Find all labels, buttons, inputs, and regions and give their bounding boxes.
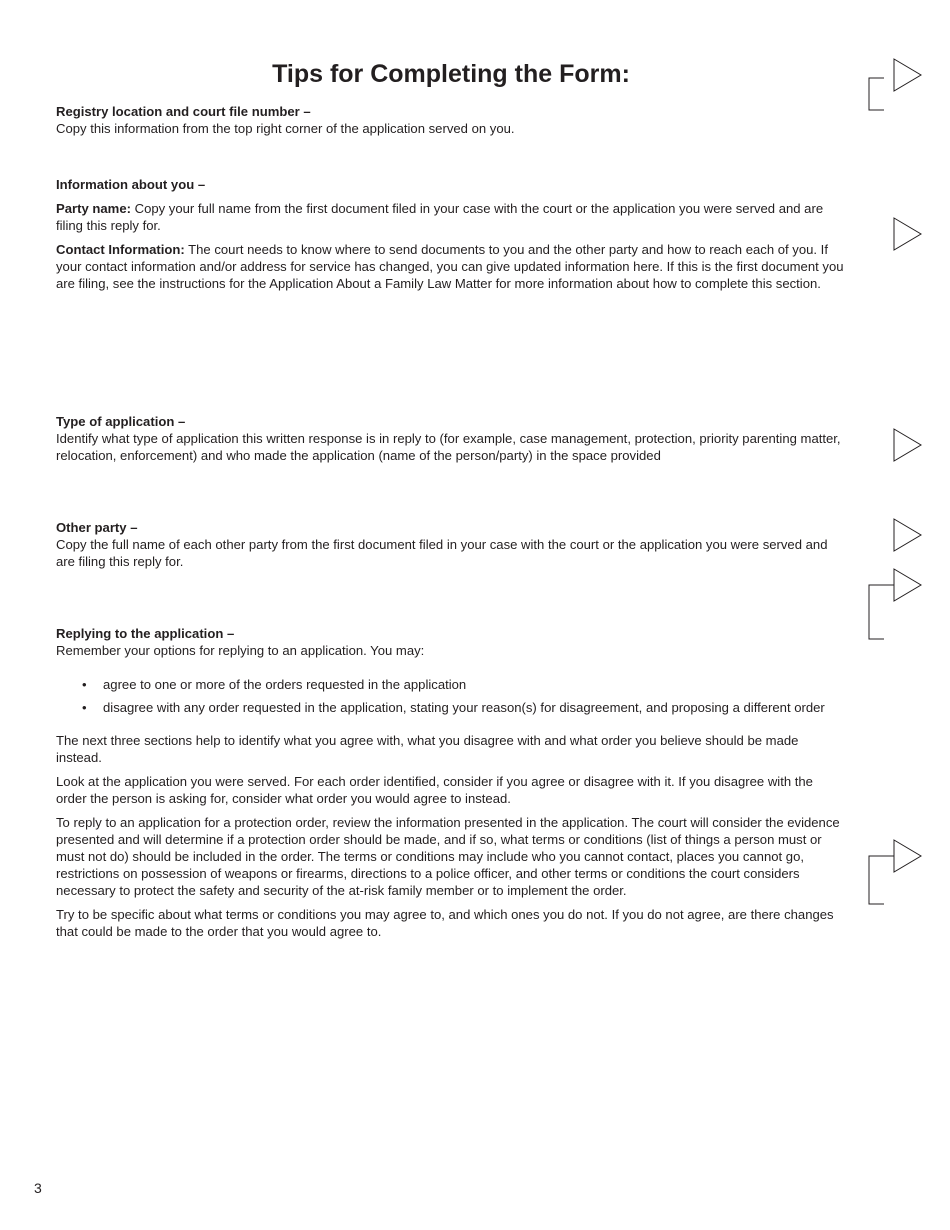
page-number: 3: [34, 1180, 42, 1196]
bullet-icon: •: [82, 700, 87, 715]
section-arrow-registry-icon: [866, 56, 926, 114]
party-name-text: Copy your full name from the first document filed in your case with the court or the application you were served and are filing this reply for.: [56, 201, 824, 233]
replying-section: [56, 625, 846, 940]
type-of-application-section: [56, 413, 846, 464]
section-arrow-replying-icon: [866, 566, 926, 642]
other-party-text: Copy the full name of each other party from the first document filed in your case with the court or the application you were served and are filing this reply for.: [56, 537, 828, 569]
contact-info-label: Contact Information:: [56, 242, 185, 257]
page-title: Tips for Completing the Form:: [272, 60, 630, 88]
other-party-section: [56, 519, 846, 570]
registry-text: Copy this information from the top right corner of the application served on you.: [56, 121, 515, 136]
replying-paragraph: Look at the application you were served. For each order identified, consider if you agree or disagree with it. If you disagree with the order the person is asking for, consider what order you would agree to instead.: [56, 774, 813, 806]
replying-paragraph: To reply to an application for a protection order, review the information presented in the application. The court will consider the evidence presented and will determine if a protection order should be made, and if so, what terms or conditions (list of things a person must or must not do) should be included in the order. The terms or conditions may include who you cannot contact, places you cannot go, restrictions on possession of weapons or firearms, directions to a police officer, and other terms or conditions the court considers necessary to protect the safety and security of the at-risk family member or to implement the order.: [56, 815, 840, 898]
replying-paragraph: The next three sections help to identify what you agree with, what you disagree with and what order you believe should be made instead.: [56, 733, 799, 765]
type-of-application-heading: Type of application –: [56, 414, 186, 429]
section-arrow-orders-icon: [866, 837, 926, 907]
registry-heading: Registry location and court file number –: [56, 104, 311, 119]
section-arrow-application-icon: [890, 427, 924, 463]
registry-section: [56, 103, 846, 137]
contact-info-paragraph: [56, 241, 846, 292]
party-name-label: Party name:: [56, 201, 131, 216]
other-party-heading: Other party –: [56, 520, 138, 535]
section-arrow-other-party-icon: [890, 517, 924, 553]
options-list: [56, 676, 846, 716]
section-arrow-info-icon: [890, 216, 924, 252]
list-item: [56, 676, 846, 693]
replying-intro: Remember your options for replying to an application. You may:: [56, 643, 425, 658]
contact-info-text: The court needs to know where to send documents to you and the other party and how to reach each of you. If your contact information and/or address for service has changed, you can give updated information here. If this is the first document you are filing, see the instructions for the Application About a Family Law Matter for more information about how to complete this section.: [56, 242, 844, 291]
bullet-icon: •: [82, 677, 87, 692]
replying-paragraph: Try to be specific about what terms or conditions you may agree to, and which ones you do not. If you do not agree, are there changes that could be made to the order that you would agree to.: [56, 907, 834, 939]
list-item: [56, 699, 846, 716]
list-item-text: agree to one or more of the orders requested in the application: [103, 677, 467, 692]
info-about-you-heading: Information about you –: [56, 177, 206, 192]
type-of-application-text: Identify what type of application this written response is in reply to (for example, case management, protection, priority parenting matter, relocation, enforcement) and who made the application (name of the person/party) in the space provided: [56, 431, 841, 463]
replying-heading: Replying to the application –: [56, 626, 235, 641]
info-about-you-section: [56, 176, 846, 292]
party-name-paragraph: [56, 200, 846, 234]
list-item-text: disagree with any order requested in the application, stating your reason(s) for disagreement, and proposing a different order: [103, 700, 825, 715]
